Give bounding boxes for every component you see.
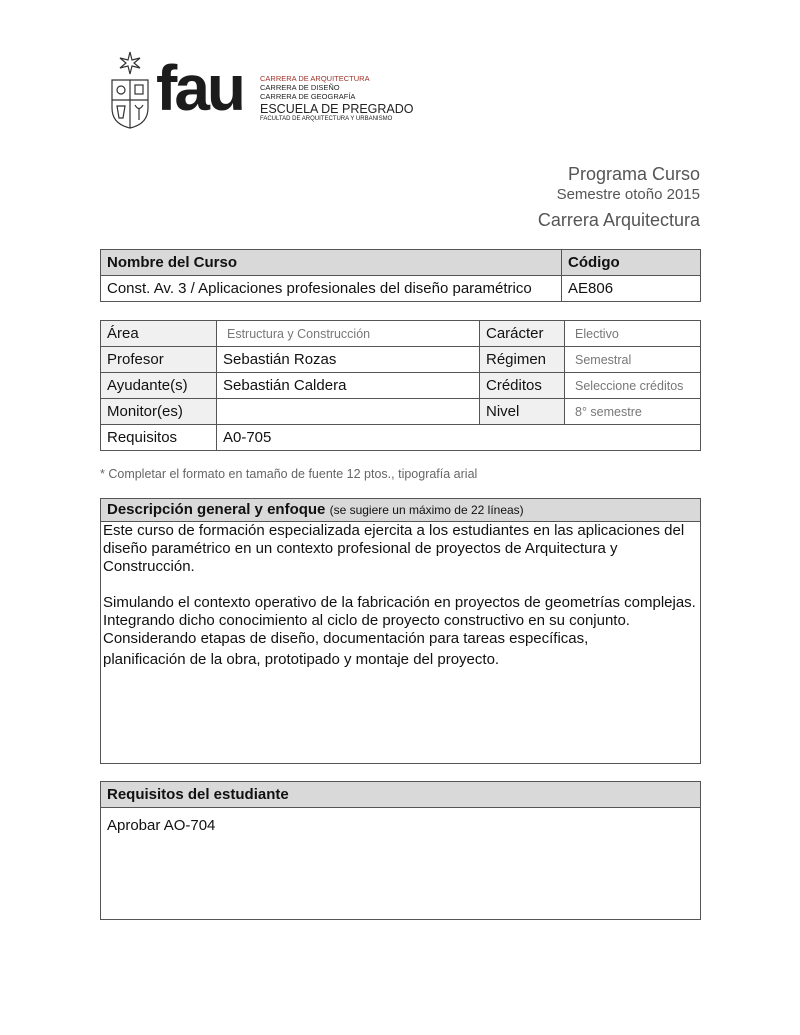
- document-title: Programa Curso: [567, 164, 700, 184]
- profesor-field[interactable]: Sebastián Rozas: [217, 347, 480, 373]
- logo-line: CARRERA DE DISEÑO: [260, 83, 340, 92]
- creditos-label: Créditos: [480, 373, 565, 399]
- format-note: * Completar el formato en tamaño de fuente 12 ptos., tipografía arial: [100, 467, 478, 481]
- regimen-field[interactable]: Semestral: [565, 347, 701, 373]
- caracter-label: Carácter: [480, 321, 565, 347]
- course-name-field[interactable]: Const. Av. 3 / Aplicaciones profesionales del diseño paramétrico: [101, 276, 562, 302]
- regimen-label: Régimen: [480, 347, 565, 373]
- course-table: [100, 249, 701, 302]
- logo-line: CARRERA DE GEOGRAFÍA: [260, 92, 356, 101]
- nivel-field[interactable]: 8° semestre: [565, 399, 701, 425]
- creditos-field[interactable]: Seleccione créditos: [565, 373, 701, 399]
- logo-lines: [260, 74, 414, 123]
- description-paragraph: Este curso de formación especializada ejercita a los estudiantes en las aplicaciones del diseño paramétrico en un contexto profesional de proyectos de Arquitectura y Construcción.: [103, 522, 685, 575]
- nivel-label: Nivel: [480, 399, 565, 425]
- semester-label: Semestre otoño 2015: [556, 186, 700, 203]
- university-crest-icon: [108, 50, 152, 130]
- area-label: Área: [101, 321, 217, 347]
- logo-line: ESCUELA DE PREGRADO: [260, 102, 414, 116]
- description-body[interactable]: [101, 522, 700, 669]
- course-info-table: [100, 320, 701, 451]
- course-code-header: Código: [562, 250, 701, 276]
- monitor-label: Monitor(es): [101, 399, 217, 425]
- description-paragraph: planificación de la obra, prototipado y montaje del proyecto.: [103, 651, 500, 668]
- faculty-logo: [108, 50, 414, 132]
- description-title: Descripción general y enfoque: [107, 501, 326, 518]
- ayudante-field[interactable]: Sebastián Caldera: [217, 373, 480, 399]
- ayudante-label: Ayudante(s): [101, 373, 217, 399]
- requisitos-field[interactable]: A0-705: [217, 425, 701, 451]
- caracter-field[interactable]: Electivo: [565, 321, 701, 347]
- requirements-title: Requisitos del estudiante: [101, 782, 700, 808]
- course-code-field[interactable]: AE806: [562, 276, 701, 302]
- monitor-field[interactable]: [217, 399, 480, 425]
- description-header: [101, 499, 700, 522]
- description-paragraph: Simulando el contexto operativo de la fabricación en proyectos de geometrías complejas. Integrando dicho conocimiento al ciclo de proyecto constructivo en su conjunto. Considerando etapas de diseño, documentación para tareas específicas,: [103, 594, 696, 647]
- logo-line: FACULTAD DE ARQUITECTURA Y URBANISMO: [260, 116, 393, 122]
- career-title: Carrera Arquitectura: [537, 210, 700, 230]
- logo-line: CARRERA DE ARQUITECTURA: [260, 74, 370, 83]
- description-hint: (se sugiere un máximo de 22 líneas): [329, 503, 524, 517]
- description-section: [100, 498, 701, 764]
- course-name-header: Nombre del Curso: [101, 250, 562, 276]
- requirements-section: [100, 781, 701, 920]
- requisitos-label: Requisitos: [101, 425, 217, 451]
- area-field[interactable]: Estructura y Construcción: [217, 321, 480, 347]
- fau-wordmark: fau: [156, 52, 243, 124]
- profesor-label: Profesor: [101, 347, 217, 373]
- requirements-body[interactable]: Aprobar AO-704: [107, 817, 216, 834]
